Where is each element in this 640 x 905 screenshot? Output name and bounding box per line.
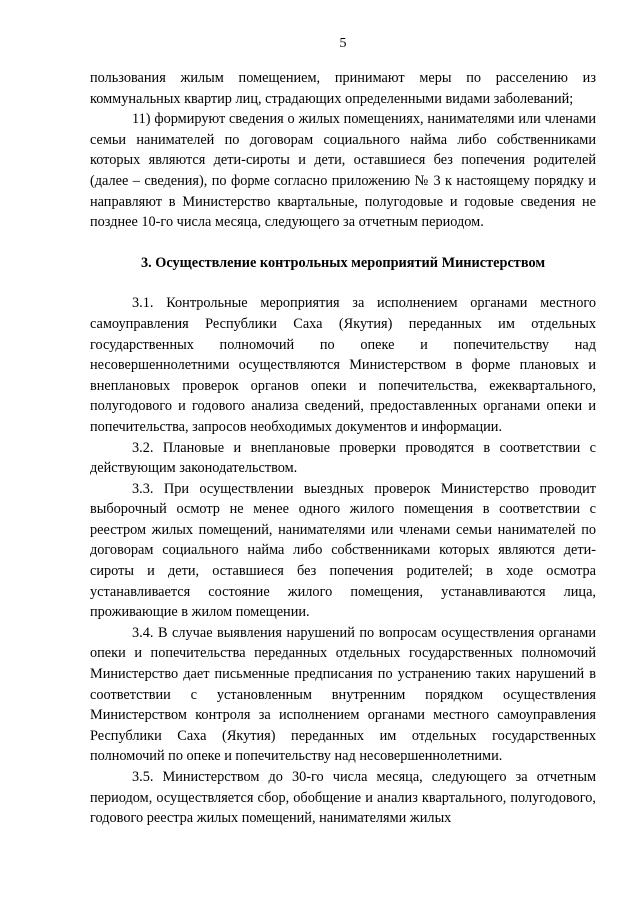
section-heading: 3. Осуществление контрольных мероприятий Министерством [140,254,546,271]
paragraph-3-5: 3.5. Министерством до 30-го числа месяца, следующего за отчетным периодом, осуществляется сбор, обобщение и анализ квартального, полугодового, годового реестра жилых помещений, нанимателями жилых [90,769,596,827]
paragraph-item-11: 11) формируют сведения о жилых помещениях, нанимателями или членами семьи нанимателей по договорам социального найма либо собственниками которых являются дети-сироты и дети, оставшиеся без попечения родителей (далее – сведения), по форме согласно приложению № 3 к настоящему порядку и направляют в Министерство квартальные, полугодовые и годовые сведения не позднее 10-го числа месяца, следующего за отчетным периодом. [90,111,596,231]
paragraph-3-2: 3.2. Плановые и внеплановые проверки проводятся в соответствии с действующим законодательством. [90,439,596,477]
paragraph-3-4: 3.4. В случае выявления нарушений по вопросам осуществления органами опеки и попечительства переданных отдельных государственных полномочий Министерство дает письменные предписания по устранению таких нарушений в соответствии с установленным внутренним порядком осуществления Министерством контроля за исполнением органами местного самоуправления Республики Саха (Якутия) переданных им отдельных государственных полномочий по опеке и попечительству над несовершеннолетними. [90,624,596,765]
paragraph-continuation: пользования жилым помещением, принимают меры по расселению из коммунальных квартир лиц, страдающих определенными видами заболеваний; [90,70,596,107]
paragraph-3-1: 3.1. Контрольные мероприятия за исполнением органами местного самоуправления Республики Саха (Якутия) переданных им отдельных государственных полномочий по опеке и попечительству над несовершеннолетними осуществляются Министерством в форме плановых и внеплановых проверок органов опеки и попечительства, ежеквартального, полугодового и годового анализа сведений, предоставленных органами опеки и попечительства, запросов необходимых документов и информации. [90,295,596,435]
page-number: 5 [339,36,347,51]
paragraph-3-3: 3.3. При осуществлении выездных проверок Министерство проводит выборочный осмотр не менее одного жилого помещения в соответствии с реестром жилых помещений, нанимателями или членами семьи нанимателей по договорам социального найма либо собственниками которых являются дети-сироты и дети, оставшиеся без попечения родителей; в ходе осмотра устанавливается состояние жилого помещения, устанавливаются лица, проживающие в жилом помещении. [90,480,596,621]
